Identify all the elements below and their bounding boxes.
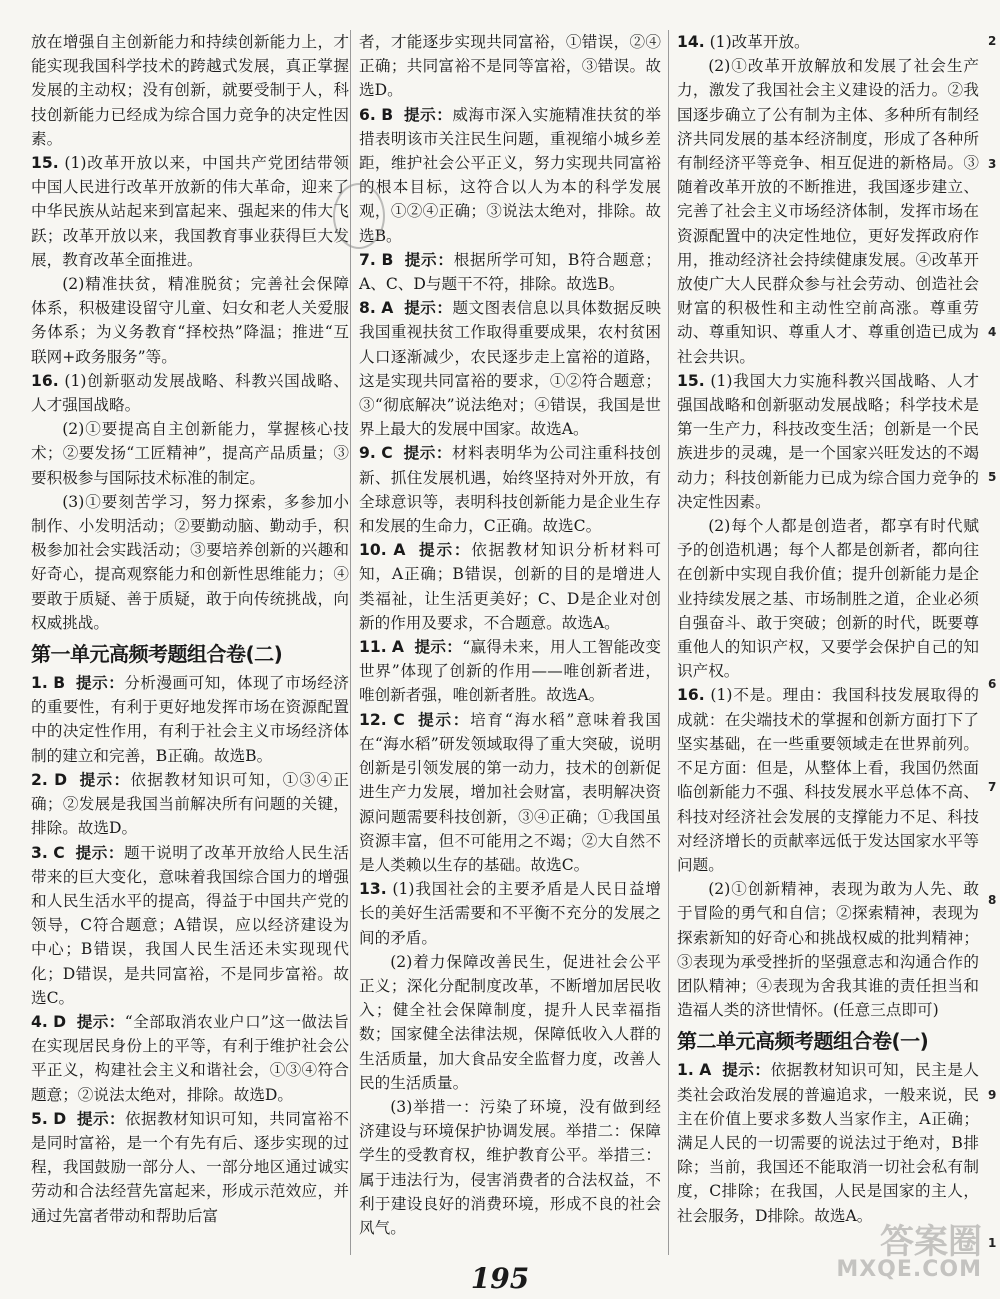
- section-heading: 第二单元高频考题组合卷(一): [677, 1029, 929, 1054]
- hint-label: 提示：: [419, 540, 472, 560]
- question-number: 15.: [677, 371, 705, 390]
- question-number: 12.: [359, 710, 387, 729]
- answer-text: (1)创新驱动发展战略、科教兴国战略、人才强国战略。: [31, 371, 349, 415]
- hint-label: 提示：: [414, 637, 463, 657]
- hint-label: 提示：: [76, 673, 125, 693]
- answer-paragraph: [31, 369, 349, 417]
- question-number: 2.: [31, 770, 48, 789]
- watermark-logo-text: 答案圈: [880, 1222, 982, 1262]
- watermark-site-text: MXQE.COM: [836, 1257, 982, 1282]
- answer-text: 威海市深入实施精准扶贫的举措表明该市关注民生问题，重视缩小城乡差距，维护社会公平正义，努力实现共同富裕的根本目标，这符合以人为本的科学发展观，①②④正确；③说法太绝对，排除。故选B。: [359, 105, 661, 245]
- question-number: 4.: [31, 1012, 48, 1031]
- column-divider: [668, 30, 669, 1255]
- answer-paragraph: [359, 30, 661, 103]
- answer-text: 培育“海水稻”意味着我国在“海水稻”研发领域取得了重大突破，说明创新是引领发展的第一动力，技术的创新促进生产力发展，增加社会财富，表明解决资源问题需要科技创新，③④正确；①我国虽资源丰富，但不可能用之不竭；②大自然不是人类赖以生存的基础。故选C。: [359, 710, 661, 874]
- answer-text: (1)改革开放。: [709, 33, 810, 51]
- edge-label: 1: [988, 1236, 997, 1250]
- edge-label: 6: [988, 677, 997, 691]
- answer-paragraph: [31, 272, 349, 369]
- question-number: 6.: [359, 105, 376, 124]
- answer-text: (3)举措一：污染了环境，没有做到经济建设与环境保护协调发展。举措二：保障学生的受教育权，维护教育公平。举措三：属于违法行为，侵害消费者的合法权益，不利于建设良好的消费环境，形成不良的社会风气。: [359, 1097, 661, 1237]
- answer-paragraph: [677, 514, 979, 683]
- answer-paragraph: [677, 1058, 979, 1227]
- watermark-logo: [836, 1222, 982, 1282]
- answer-letter: B: [381, 105, 394, 124]
- answer-paragraph: [359, 248, 661, 296]
- question-number: 13.: [359, 880, 387, 899]
- question-number: 9.: [359, 444, 376, 463]
- answer-paragraph: [31, 768, 349, 841]
- answer-paragraph: [677, 683, 979, 877]
- answer-text: “赢得未来，用人工智能改变世界”体现了创新的作用——唯创新者进，唯创新者强，唯创新者胜。故选A。: [359, 638, 661, 705]
- answer-paragraph: [359, 441, 661, 538]
- answer-paragraph: [31, 151, 349, 272]
- question-number: 1.: [31, 674, 48, 693]
- answer-text: (1)我国大力实施科教兴国战略、人才强国战略和创新驱动发展战略；科学技术是第一生产力，科技改变生活；创新是一个民族进步的灵魂，是一个国家兴旺发达的不竭动力；科技创新能力已成为综合国力竞争的决定性因素。: [677, 371, 979, 511]
- answer-paragraph: [677, 54, 979, 369]
- answer-letter: D: [54, 770, 68, 789]
- page-number: 195: [470, 1262, 530, 1295]
- section-heading: 第一单元高频考题组合卷(二): [31, 642, 283, 667]
- answer-text: “全部取消农业户口”这一做法旨在实现居民身份上的平等，有利于维护社会公平正义，构建社会主义和谐社会，①③④符合题意；②说法太绝对，排除。故选D。: [31, 1012, 349, 1104]
- hint-label: 提示：: [404, 104, 453, 124]
- answer-paragraph: [31, 1107, 349, 1228]
- answer-paragraph: [359, 103, 661, 248]
- edge-label: 5: [988, 470, 997, 484]
- answer-paragraph: [31, 1010, 349, 1107]
- question-number: 11.: [359, 638, 387, 657]
- question-number: 16.: [31, 371, 59, 390]
- column-middle: [359, 30, 661, 1240]
- hint-label: 提示：: [722, 1060, 771, 1080]
- answer-paragraph: [677, 30, 979, 54]
- answer-text: 分析漫画可知，体现了市场经济的重要性，有利于更好地发挥市场在资源配置中的决定性作用，有利于社会主义市场经济体制的建立和完善，B正确。故选B。: [31, 674, 349, 765]
- answer-paragraph: [359, 1095, 661, 1240]
- answer-text: (2)每个人都是创造者，都享有时代赋予的创造机遇；每个人都是创新者，都向往在创新中实现自我价值；提升创新能力是企业持续发展之基、市场制胜之道，企业必须自强奋斗、敢于突破；创新的时代，既要尊重他人的知识产权，又要学会保护自己的知识产权。: [677, 517, 979, 681]
- hint-label: 提示：: [403, 443, 453, 463]
- column-right: [677, 30, 979, 1228]
- hint-label: 提示：: [418, 709, 471, 729]
- hint-label: 提示：: [75, 842, 124, 862]
- answer-paragraph: [359, 538, 661, 635]
- hint-label: 提示：: [404, 298, 453, 318]
- answer-letter: D: [53, 1012, 67, 1031]
- answer-paragraph: [31, 490, 349, 635]
- hint-label: 提示：: [76, 1108, 126, 1128]
- edge-label: 3: [988, 157, 997, 171]
- faint-seal-stamp: [333, 183, 385, 249]
- edge-label: 2: [988, 34, 997, 48]
- question-number: 16.: [677, 686, 705, 705]
- answer-letter: A: [391, 638, 404, 657]
- answer-text: (2)精准扶贫，精准脱贫；完善社会保障体系，积极建设留守儿童、妇女和老人关爱服务体系；为义务教育“择校热”降温；推进“互联网+政务服务”等。: [31, 275, 349, 366]
- answer-text: 依据教材知识可知，民主是人类社会政治发展的普遍追求，一般来说，民主在价值上要求多数人当家作主，A正确；满足人民的一切需要的说法过于绝对，B排除；当前，我国还不能取消一切社会私有制度，C排除；在我国，人民是国家的主人，社会服务，D排除。故选A。: [677, 1061, 979, 1225]
- answer-text: (2)①创新精神，表现为敢为人先、敢于冒险的勇气和自信；②探索精神，表现为探索新知的好奇心和挑战权威的批判精神；③表现为承受挫折的坚强意志和沟通合作的团队精神；④表现为舍我其谁的责任担当和造福人类的济世情怀。(任意三点即可): [677, 880, 979, 1020]
- answer-text: 放在增强自主创新能力和持续创新能力上，才能实现我国科学技术的跨越式发展，真正掌握发展的主动权；没有创新，就要受制于人，科技创新能力已经成为综合国力竞争的决定性因素。: [31, 33, 349, 148]
- answer-text: 题文图表信息以具体数据反映我国重视扶贫工作取得重要成果，农村贫困人口逐渐减少，农民逐步走上富裕的道路，这是实现共同富裕的要求，①②符合题意；③“彻底解决”说法绝对；④错误，我国是世界上最大的发展中国家。故选A。: [359, 299, 661, 439]
- answer-letter: B: [53, 674, 66, 693]
- answer-text: 题干说明了改革开放给人民生活带来的巨大变化，意味着我国综合国力的增强和人民生活水平的提高，得益于中国共产党的领导，C符合题意；A错误，应以经济建设为中心；B错误，我国人民生活还未实现现代化；D错误，是共同富裕，不是同步富裕。故选C。: [31, 843, 349, 1007]
- edge-label: 9: [988, 1088, 997, 1102]
- question-number: 5.: [31, 1109, 48, 1128]
- answer-letter: C: [53, 843, 65, 862]
- answer-text: 依据教材知识分析材料可知，A正确；B错误，创新的目的是增进人类福祉，让生活更美好；C、D是企业对创新的作用及要求，不合题意。故选A。: [359, 541, 661, 632]
- question-number: 8.: [359, 299, 376, 318]
- answer-text: (3)①要刻苦学习，努力探索，多参加小制作、小发明活动；②要勤动脑、勤动手，积极参加社会实践活动；③要培养创新的兴趣和好奇心，提高观察能力和创新性思维能力；④要敢于质疑、善于质疑，敢于向传统挑战，向权威挑战。: [31, 492, 349, 632]
- answer-letter: A: [699, 1061, 712, 1080]
- answer-paragraph: [31, 841, 349, 1010]
- answer-paragraph: [677, 369, 979, 514]
- answer-text: 依据教材知识可知，共同富裕不是同时富裕，是一个有先有后、逐步实现的过程，我国鼓励一部分人、一部分地区通过诚实劳动和合法经营先富起来，形成示范效应，并通过先富者带动和帮助后富: [31, 1109, 349, 1225]
- hint-label: 提示：: [76, 1011, 125, 1031]
- answer-letter: A: [393, 541, 406, 560]
- answer-paragraph: [31, 671, 349, 768]
- answer-text: (1)改革开放以来，中国共产党团结带领中国人民进行改革开放新的伟大革命，迎来了中华民族从站起来到富起来、强起来的伟大飞跃；改革开放以来，我国教育事业获得巨大发展，教育改革全面推进。: [31, 154, 349, 269]
- answer-letter: C: [381, 444, 393, 463]
- question-number: 15.: [31, 154, 59, 173]
- answer-text: 依据教材知识可知，①③④正确；②发展是我国当前解决所有问题的关键，排除。故选D。: [31, 770, 349, 838]
- answer-paragraph: [359, 877, 661, 950]
- answer-text: 根据所学可知，B符合题意；A、C、D与题干不符，排除。故选B。: [359, 250, 661, 294]
- column-left: [31, 30, 349, 1228]
- answer-paragraph: [359, 635, 661, 708]
- answer-letter: D: [53, 1109, 67, 1128]
- hint-label: 提示：: [79, 769, 131, 789]
- edge-label: 8: [988, 893, 997, 907]
- answer-text: (1)不是。理由：我国科技发展取得的成就：在尖端技术的掌握和创新方面打下了坚实基础，在一些重要领域走在世界前列。不足方面：但是，从整体上看，我国仍然面临创新能力不强、科技发展水平总体不高、科技对经济社会发展的支撑能力不足、科技对经济增长的贡献率远低于发达国家水平等问题。: [677, 686, 979, 874]
- answer-paragraph: [359, 950, 661, 1095]
- answer-paragraph: [31, 417, 349, 490]
- answer-text: 者，才能逐步实现共同富裕，①错误，②④正确；共同富裕不是同等富裕，③错误。故选D。: [359, 33, 661, 100]
- edge-label: 4: [988, 325, 997, 339]
- question-number: 14.: [677, 33, 705, 51]
- answer-text: (2)①要提高自主创新能力，掌握核心技术；②要发扬“工匠精神”，提高产品质量；③要积极参与国际技术标准的制定。: [31, 420, 349, 487]
- question-number: 10.: [359, 541, 387, 560]
- hint-label: 提示：: [404, 249, 454, 269]
- answer-text: (2)①改革开放解放和发展了社会生产力，激发了我国社会主义建设的活力。②我国逐步确立了公有制为主体、多种所有制经济共同发展的基本经济制度，形成了各种所有制经济平等竞争、相互促进的新格局。③随着改革开放的不断推进，我国逐步建立、完善了社会主义市场经济体制，发挥市场在资源配置中的决定性地位，更好发挥政府作用，推动经济社会持续健康发展。④改革开放使广大人民群众参与社会劳动、创造社会财富的积极性和主动性空前高涨。尊重劳动、尊重知识、尊重人才、尊重创造已成为社会共识。: [677, 57, 979, 366]
- question-number: 3.: [31, 843, 48, 862]
- answer-letter: A: [381, 299, 394, 318]
- answer-paragraph: [31, 30, 349, 151]
- answer-letter: B: [381, 250, 394, 269]
- answer-letter: C: [393, 710, 405, 729]
- answer-paragraph: [677, 877, 979, 1022]
- answer-text: (2)着力保障改善民生，促进社会公平正义；深化分配制度改革，不断增加居民收入；健全社会保障制度，提升人民幸福指数；国家健全法律法规，保障低收入人群的生活质量，加大食品安全监督力度，改善人民的生活质量。: [359, 952, 661, 1092]
- answer-text: 材料表明华为公司注重科技创新、抓住发展机遇，始终坚持对外开放，有全球意识等，表明科技创新能力是企业生存和发展的生命力，C正确。故选C。: [359, 444, 661, 536]
- question-number: 7.: [359, 250, 376, 269]
- answer-paragraph: [359, 708, 661, 877]
- edge-label: 7: [988, 780, 997, 794]
- answer-paragraph: [359, 296, 661, 441]
- answer-text: (1)我国社会的主要矛盾是人民日益增长的美好生活需要和不平衡不充分的发展之间的矛盾。: [359, 880, 661, 947]
- question-number: 1.: [677, 1061, 694, 1080]
